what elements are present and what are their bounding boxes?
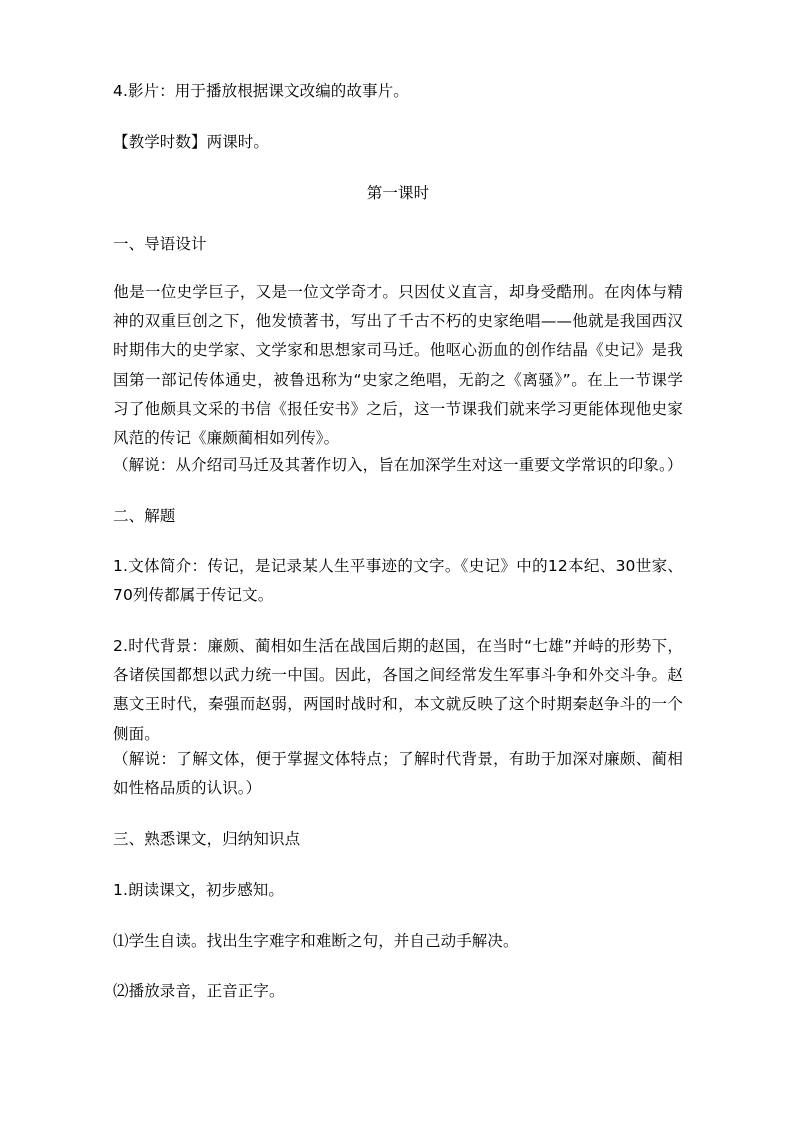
genre-intro: 1.文体简介：传记，是记录某人生平事迹的文字。《史记》中的12本纪、30世家、70列传都属于传记文。 bbox=[113, 557, 683, 605]
heading-familiarize-text: 三、熟悉课文，归纳知识点 bbox=[113, 830, 301, 848]
intro-paragraph: 他是一位史学巨子，又是一位文学奇才。只因仗义直言，却身受酷刑。在肉体与精神的双重巨创之下，他发愤著书，写出了千古不朽的史家绝唱——他就是我国西汉时期伟大的史学家、文学家和思想家司马迁。他呕心沥血的创作结晶《史记》是我国第一部记传体通史，被鲁迅称为“史家之绝唱，无韵之《离骚》”。在上一节课学习了他颇具文采的书信《报任安书》之后，这一节课我们就来学习更能体现他史家风范的传记《廉颇蔺相如列传》。 bbox=[113, 283, 683, 448]
heading-intro-design: 一、导语设计 bbox=[113, 235, 207, 253]
historical-background: 2.时代背景：廉颇、蔺相如生活在战国后期的赵国，在当时“七雄”并峙的形势下，各诸侯国都想以武力统一中国。因此，各国之间经常发生军事斗争和外交斗争。赵惠文王时代，秦强而赵弱，两国时战时和，本文就反映了这个时期秦赵争斗的一个侧面。 bbox=[113, 637, 683, 743]
step-play-recording: ⑵播放录音，正音正字。 bbox=[113, 982, 285, 1000]
step-read-aloud: 1.朗读课文，初步感知。 bbox=[113, 881, 284, 899]
teaching-hours: 【教学时数】两课时。 bbox=[113, 133, 270, 151]
step-self-read: ⑴学生自读。找出生字难字和难断之句，并自己动手解决。 bbox=[113, 932, 519, 950]
section-title: 第一课时 bbox=[366, 184, 430, 202]
note-intro: （解说：从介绍司马迁及其著作切入，旨在加深学生对这一重要文学常识的印象。） bbox=[113, 456, 683, 474]
heading-explain-title: 二、解题 bbox=[113, 507, 176, 525]
note-background: （解说：了解文体，便于掌握文体特点；了解时代背景，有助于加深对廉颇、蔺相如性格品质的认识。） bbox=[113, 750, 683, 798]
materials-item-4: 4.影片：用于播放根据课文改编的故事片。 bbox=[113, 82, 409, 100]
